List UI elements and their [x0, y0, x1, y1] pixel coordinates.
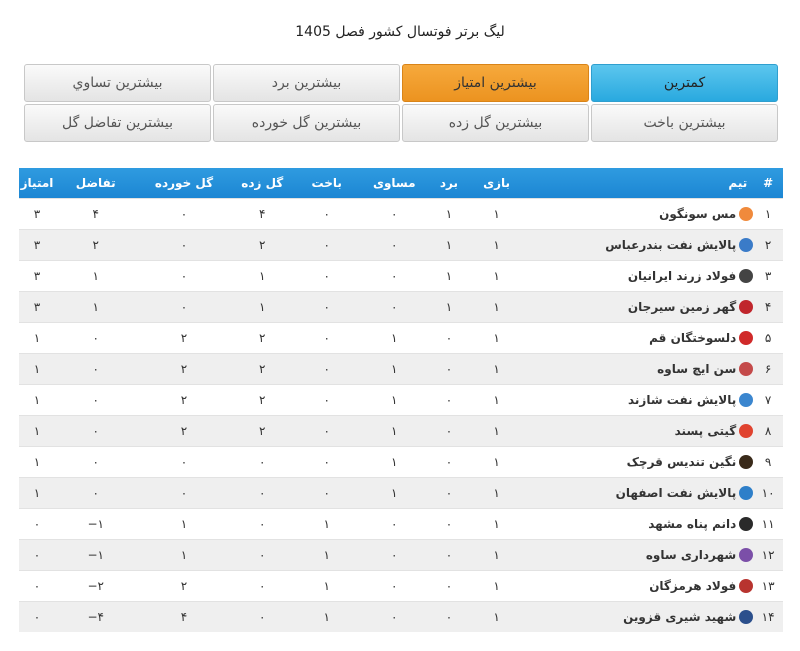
- team-cell[interactable]: [523, 540, 753, 571]
- pts-cell: ۱: [19, 447, 55, 478]
- team-cell[interactable]: [523, 230, 753, 261]
- played-cell: ۱: [470, 354, 524, 385]
- ga-cell: ۲: [136, 571, 231, 602]
- ga-cell: ۴: [136, 602, 231, 633]
- gear-logo-icon: [739, 269, 753, 283]
- rank-cell: ۱۴: [753, 602, 783, 633]
- team-info: [523, 269, 753, 283]
- gf-cell: ۴: [232, 199, 293, 230]
- tab-5[interactable]: بیشترین گل زده: [402, 104, 589, 142]
- table-row[interactable]: [19, 199, 783, 230]
- gd-cell: ۰: [55, 385, 136, 416]
- rank-cell: ۱۳: [753, 571, 783, 602]
- team-info: [523, 610, 753, 624]
- gd-cell: ۴: [55, 199, 136, 230]
- played-cell: ۱: [470, 261, 524, 292]
- played-cell: ۱: [470, 540, 524, 571]
- pts-cell: ۱: [19, 354, 55, 385]
- gd-cell: ۴−: [55, 602, 136, 633]
- team-cell[interactable]: [523, 385, 753, 416]
- lost-cell: ۱: [293, 509, 360, 540]
- rank-cell: ۸: [753, 416, 783, 447]
- gf-cell: ۲: [232, 385, 293, 416]
- team-info: [523, 517, 753, 531]
- gd-cell: ۱−: [55, 540, 136, 571]
- pts-cell: ۳: [19, 199, 55, 230]
- header-won: برد: [428, 168, 470, 199]
- tab-4[interactable]: بیشترین باخت: [591, 104, 778, 142]
- gf-cell: ۰: [232, 478, 293, 509]
- team-info: [523, 455, 753, 469]
- gf-cell: ۰: [232, 602, 293, 633]
- played-cell: ۱: [470, 199, 524, 230]
- page-title: لیگ برتر فوتسال کشور فصل 1405: [295, 24, 505, 40]
- rank-cell: ۷: [753, 385, 783, 416]
- drawn-cell: ۰: [360, 261, 428, 292]
- drawn-cell: ۰: [360, 509, 428, 540]
- drawn-cell: ۱: [360, 385, 428, 416]
- header-lost: باخت: [293, 168, 360, 199]
- table-header-row: [19, 168, 783, 199]
- standings-table: [19, 168, 783, 632]
- lost-cell: ۰: [293, 385, 360, 416]
- heart-logo-icon: [739, 331, 753, 345]
- rank-cell: ۵: [753, 323, 783, 354]
- gf-cell: ۰: [232, 571, 293, 602]
- table-row[interactable]: [19, 602, 783, 633]
- ga-cell: ۰: [136, 478, 231, 509]
- crest-logo-icon: [739, 424, 753, 438]
- rank-cell: ۱: [753, 199, 783, 230]
- lost-cell: ۰: [293, 323, 360, 354]
- ga-cell: ۰: [136, 447, 231, 478]
- pts-cell: ۱: [19, 478, 55, 509]
- header-points: امتیاز: [19, 168, 55, 199]
- gd-cell: ۰: [55, 354, 136, 385]
- lost-cell: ۰: [293, 447, 360, 478]
- played-cell: ۱: [470, 602, 524, 633]
- pts-cell: ۳: [19, 230, 55, 261]
- team-info: [523, 548, 753, 562]
- drawn-cell: ۱: [360, 354, 428, 385]
- drawn-cell: ۰: [360, 571, 428, 602]
- gd-cell: ۰: [55, 447, 136, 478]
- tab-2[interactable]: بیشترین برد: [213, 64, 400, 102]
- team-name: مس سونگون: [659, 207, 737, 221]
- pts-cell: ۰: [19, 602, 55, 633]
- pts-cell: ۰: [19, 509, 55, 540]
- tower-logo-icon: [739, 486, 753, 500]
- team-cell[interactable]: [523, 199, 753, 230]
- table-row[interactable]: [19, 571, 783, 602]
- team-info: [523, 486, 753, 500]
- played-cell: ۱: [470, 230, 524, 261]
- pts-cell: ۱: [19, 416, 55, 447]
- ga-cell: ۲: [136, 385, 231, 416]
- gd-cell: ۱−: [55, 509, 136, 540]
- ga-cell: ۰: [136, 230, 231, 261]
- team-name: دلسوختگان قم: [649, 331, 737, 345]
- won-cell: ۰: [428, 447, 470, 478]
- team-cell[interactable]: [523, 509, 753, 540]
- won-cell: ۰: [428, 571, 470, 602]
- ga-cell: ۲: [136, 416, 231, 447]
- table-row[interactable]: [19, 230, 783, 261]
- team-name: پالایش نفت شازند: [627, 393, 737, 407]
- team-info: [523, 207, 753, 221]
- flag-logo-icon: [739, 579, 753, 593]
- gf-cell: ۰: [232, 447, 293, 478]
- won-cell: ۰: [428, 478, 470, 509]
- pts-cell: ۱: [19, 385, 55, 416]
- team-info: [523, 300, 753, 314]
- gf-cell: ۲: [232, 323, 293, 354]
- won-cell: ۰: [428, 602, 470, 633]
- rank-cell: ۱۰: [753, 478, 783, 509]
- gd-cell: ۱: [55, 292, 136, 323]
- rank-cell: ۱۲: [753, 540, 783, 571]
- ga-cell: ۰: [136, 199, 231, 230]
- team-info: [523, 424, 753, 438]
- team-name: گهر زمین سیرجان: [627, 300, 737, 314]
- emblem-logo-icon: [739, 610, 753, 624]
- tab-7[interactable]: بیشترین تفاضل گل: [24, 104, 211, 142]
- gd-cell: ۲: [55, 230, 136, 261]
- team-name: شهید شیری قزوین: [623, 610, 737, 624]
- header-played: بازی: [470, 168, 524, 199]
- drawn-cell: ۱: [360, 323, 428, 354]
- ga-cell: ۰: [136, 292, 231, 323]
- tab-3[interactable]: بیشترین تساوي: [24, 64, 211, 102]
- team-info: [523, 393, 753, 407]
- won-cell: ۱: [428, 199, 470, 230]
- table-row[interactable]: [19, 354, 783, 385]
- played-cell: ۱: [470, 385, 524, 416]
- team-cell[interactable]: [523, 292, 753, 323]
- team-cell[interactable]: [523, 323, 753, 354]
- rank-cell: ۲: [753, 230, 783, 261]
- team-name: دانم پناه مشهد: [648, 517, 737, 531]
- ga-cell: ۱: [136, 509, 231, 540]
- team-name: فولاد هرمزگان: [649, 579, 737, 593]
- gf-cell: ۱: [232, 292, 293, 323]
- wave-logo-icon: [739, 393, 753, 407]
- flower-logo-icon: [739, 548, 753, 562]
- pts-cell: ۰: [19, 540, 55, 571]
- team-info: [523, 331, 753, 345]
- ga-cell: ۲: [136, 323, 231, 354]
- plane-logo-icon: [739, 238, 753, 252]
- gd-cell: ۰: [55, 478, 136, 509]
- team-cell[interactable]: [523, 416, 753, 447]
- gd-cell: ۰: [55, 416, 136, 447]
- pts-cell: ۳: [19, 261, 55, 292]
- gem-logo-icon: [739, 455, 753, 469]
- drawn-cell: ۱: [360, 478, 428, 509]
- played-cell: ۱: [470, 416, 524, 447]
- lost-cell: ۰: [293, 261, 360, 292]
- team-cell[interactable]: [523, 478, 753, 509]
- won-cell: ۱: [428, 292, 470, 323]
- ga-cell: ۰: [136, 261, 231, 292]
- table-row[interactable]: [19, 447, 783, 478]
- played-cell: ۱: [470, 571, 524, 602]
- won-cell: ۰: [428, 540, 470, 571]
- team-info: [523, 362, 753, 376]
- header-team: تیم: [523, 168, 753, 199]
- table-row[interactable]: [19, 385, 783, 416]
- lost-cell: ۰: [293, 230, 360, 261]
- lost-cell: ۰: [293, 292, 360, 323]
- won-cell: ۰: [428, 385, 470, 416]
- lost-cell: ۰: [293, 478, 360, 509]
- played-cell: ۱: [470, 292, 524, 323]
- header-goals-for: گل زده: [232, 168, 293, 199]
- header-goals-against: گل خورده: [136, 168, 231, 199]
- team-info: [523, 579, 753, 593]
- lost-cell: ۰: [293, 354, 360, 385]
- rank-cell: ۱۱: [753, 509, 783, 540]
- won-cell: ۱: [428, 230, 470, 261]
- header-drawn: مساوی: [360, 168, 428, 199]
- won-cell: ۰: [428, 416, 470, 447]
- ga-cell: ۲: [136, 354, 231, 385]
- drawn-cell: ۰: [360, 292, 428, 323]
- gd-cell: ۲−: [55, 571, 136, 602]
- filter-tabs: [24, 64, 778, 142]
- pts-cell: ۰: [19, 571, 55, 602]
- drawn-cell: ۰: [360, 230, 428, 261]
- pts-cell: ۳: [19, 292, 55, 323]
- tab-1[interactable]: بیشترین امتیاز: [402, 64, 589, 102]
- gd-cell: ۱: [55, 261, 136, 292]
- table-row[interactable]: [19, 478, 783, 509]
- played-cell: ۱: [470, 509, 524, 540]
- pts-cell: ۱: [19, 323, 55, 354]
- lost-cell: ۰: [293, 199, 360, 230]
- gf-cell: ۲: [232, 230, 293, 261]
- ga-cell: ۱: [136, 540, 231, 571]
- played-cell: ۱: [470, 478, 524, 509]
- team-name: پالایش نفت اصفهان: [615, 486, 737, 500]
- bull-logo-icon: [739, 517, 753, 531]
- shield-logo-icon: [739, 362, 753, 376]
- table-row[interactable]: [19, 540, 783, 571]
- rank-cell: ۳: [753, 261, 783, 292]
- gf-cell: ۰: [232, 540, 293, 571]
- gf-cell: ۲: [232, 416, 293, 447]
- won-cell: ۰: [428, 354, 470, 385]
- team-cell[interactable]: [523, 354, 753, 385]
- table-row[interactable]: [19, 261, 783, 292]
- team-cell[interactable]: [523, 571, 753, 602]
- gf-cell: ۲: [232, 354, 293, 385]
- table-row[interactable]: [19, 416, 783, 447]
- drawn-cell: ۰: [360, 540, 428, 571]
- team-info: [523, 238, 753, 252]
- team-name: سن ایچ ساوه: [657, 362, 737, 376]
- drawn-cell: ۱: [360, 416, 428, 447]
- lost-cell: ۱: [293, 540, 360, 571]
- team-name: نگین تندیس قرچک: [626, 455, 737, 469]
- tab-0[interactable]: کمترین: [591, 64, 778, 102]
- header-rank: #: [753, 168, 783, 199]
- team-cell[interactable]: [523, 602, 753, 633]
- header-goal-difference: تفاضل: [55, 168, 136, 199]
- table-row[interactable]: [19, 292, 783, 323]
- table-row[interactable]: [19, 323, 783, 354]
- won-cell: ۰: [428, 323, 470, 354]
- team-name: پالایش نفت بندرعباس: [605, 238, 737, 252]
- won-cell: ۱: [428, 261, 470, 292]
- won-cell: ۰: [428, 509, 470, 540]
- lion-logo-icon: [739, 207, 753, 221]
- lost-cell: ۱: [293, 571, 360, 602]
- lost-cell: ۱: [293, 602, 360, 633]
- team-name: شهرداری ساوه: [645, 548, 737, 562]
- played-cell: ۱: [470, 323, 524, 354]
- drawn-cell: ۰: [360, 199, 428, 230]
- team-cell[interactable]: [523, 447, 753, 478]
- played-cell: ۱: [470, 447, 524, 478]
- rank-cell: ۹: [753, 447, 783, 478]
- drawn-cell: ۱: [360, 447, 428, 478]
- team-name: فولاد زرند ایرانیان: [627, 269, 737, 283]
- drawn-cell: ۰: [360, 602, 428, 633]
- team-cell[interactable]: [523, 261, 753, 292]
- rank-cell: ۶: [753, 354, 783, 385]
- ring-logo-icon: [739, 300, 753, 314]
- lost-cell: ۰: [293, 416, 360, 447]
- gf-cell: ۱: [232, 261, 293, 292]
- gd-cell: ۰: [55, 323, 136, 354]
- tab-6[interactable]: بیشترین گل خورده: [213, 104, 400, 142]
- rank-cell: ۴: [753, 292, 783, 323]
- table-row[interactable]: [19, 509, 783, 540]
- gf-cell: ۰: [232, 509, 293, 540]
- team-name: گیتی پسند: [674, 424, 737, 438]
